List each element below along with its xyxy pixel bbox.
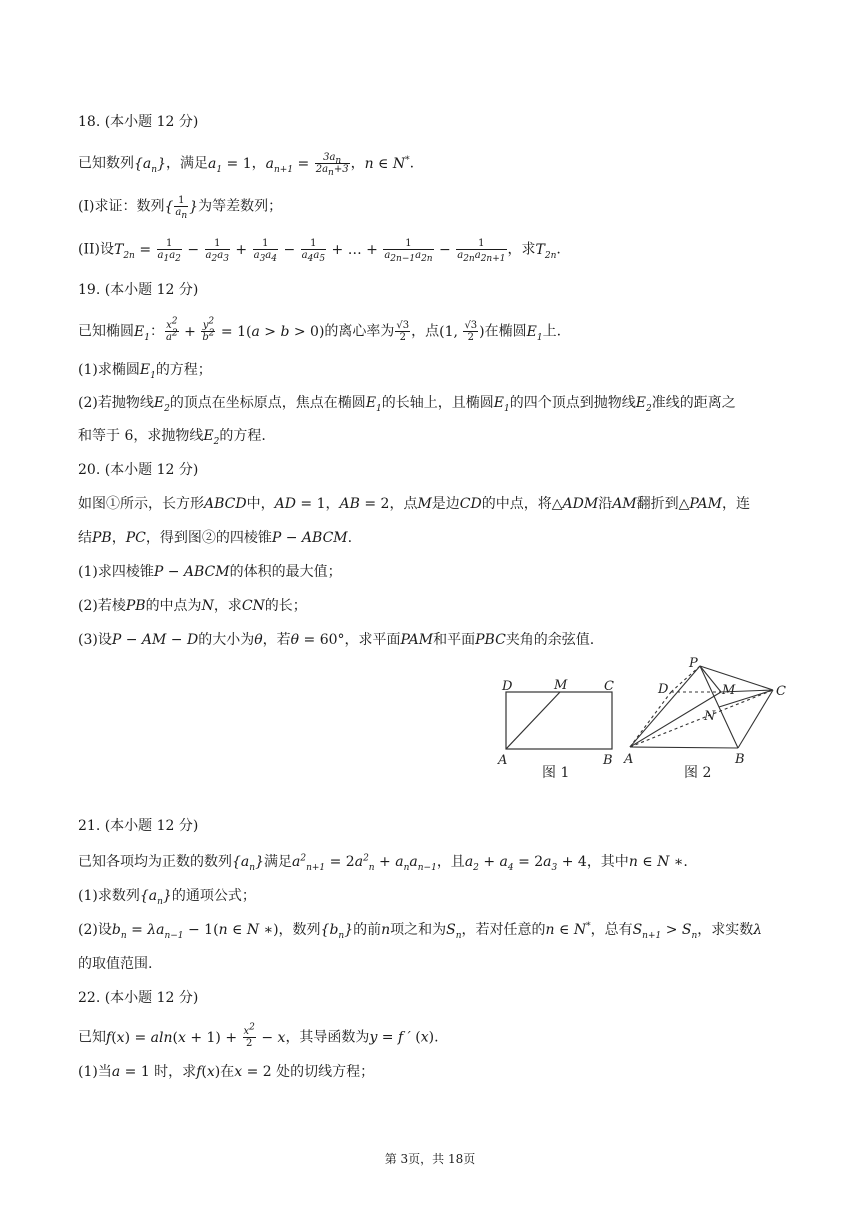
fig2-label-b: B [735, 752, 745, 767]
fig2-label-c: C [776, 684, 786, 699]
segment-am [506, 692, 560, 749]
q20-part1: (1)求四棱锥P − ABCM的体积的最大值； [78, 564, 342, 580]
fig2-label-n: N [704, 709, 716, 724]
q20-stem-line1: 如图①所示，长方形ABCD中，AD = 1，AB = 2，点M是边CD的中点，将△ADM沿AM翻折到△PAM，连 [78, 496, 751, 512]
q18-part2: (II)设$T_{2n}$ = $\frac{1}{a_1a_2}$ − $\frac{1}{a_2a_3}$ + $\frac{1}{a_3a_4}$ − $\frac{1}{a_4a_5}$ + … + $\frac{1}{a_{2n-1}a_{2n}}$ − $\frac{1}{a_{2n}a_{2n+1}}$ ，求$T_{2n}$. [78, 238, 561, 264]
q18-stem: 已知数列$\{a_n\}$，满足$a_1 = 1$，$a_{n+1}$ = $\frac{3a_n}{2a_n+3}$ ，n ∈ N*. [78, 152, 415, 178]
rectangle-abcd [506, 692, 612, 749]
fig2-label-d: D [658, 682, 669, 697]
figure-2 [623, 656, 786, 781]
fig1-caption: 图 1 [542, 765, 570, 781]
q22-part1: (1)当a = 1 时，求f(x)在x = 2 处的切线方程； [78, 1064, 375, 1080]
edge-bc [738, 690, 773, 748]
q21-part2-line1: (2)设$b_n = \lambda a_{n-1} - 1(n$ ∈ N ∗)，数列$\{b_n\}$的前n项之和为$S_n$，若对任意的n ∈ N*，总有$S_{n+1} > S_n$，求实数λ [78, 921, 763, 941]
q21-part1: (1)求数列$\{a_n\}$的通项公式； [78, 888, 256, 907]
edge-ab [630, 747, 738, 748]
fig2-label-a: A [624, 752, 634, 767]
edge-pa [630, 666, 700, 747]
q18-header: 18. (本小题 12 分) [78, 114, 199, 130]
fig2-caption: 图 2 [684, 765, 712, 781]
fig1-label-a: A [498, 753, 508, 768]
q20-part3: (3)设P − AM − D的大小为θ，若θ = 60°，求平面PAM和平面PBC夹角的余弦值. [78, 632, 595, 648]
q20-header: 20. (本小题 12 分) [78, 462, 199, 478]
q20-part2: (2)若棱PB的中点为N，求CN的长； [78, 598, 307, 614]
page-footer: 第 3页，共 18页 [384, 1152, 476, 1166]
q22-stem: 已知f(x) = aln(x + 1) + $\frac{x^2}{2}$ − x，其导函数为y = f ′ (x). [78, 1022, 439, 1049]
fig1-label-c: C [604, 679, 614, 694]
q20-figures [490, 650, 800, 790]
fig2-label-m: M [722, 683, 736, 698]
q19-part2-line1: (2)若抛物线$E_2$的顶点在坐标原点，焦点在椭圆$E_1$的长轴上，且椭圆$E_1$的四个顶点到抛物线$E_2$准线的距离之 [78, 395, 736, 414]
edge-ad-hidden [630, 692, 671, 747]
q21-stem: 已知各项均为正数的数列$\{a_n\}$满足$a^2_{n+1} = 2a^2_n + a_na_{n-1}$，且$a_2 + a_4 = 2a_3 + 4$，其中n ∈ N ∗. [78, 853, 688, 873]
q19-header: 19. (本小题 12 分) [78, 282, 199, 298]
q19-stem: 已知椭圆$E_1$： $\frac{x^2}{a^2}$ + $\frac{y^2}{b^2}$ = 1(a > b > 0)的离心率为 $\frac{√3}{2}$ ，点(1, $\frac{√3}{2}$ )在椭圆$E_1$上. [78, 316, 562, 343]
q19-part2-line2: 和等于 6，求抛物线$E_2$的方程. [78, 428, 266, 447]
q21-part2-line2: 的取值范围. [78, 956, 153, 972]
fig1-label-b: B [603, 753, 613, 768]
fig2-label-p: P [689, 656, 698, 671]
fig1-label-d: D [502, 679, 513, 694]
q22-header: 22. (本小题 12 分) [78, 990, 199, 1006]
q19-part1: (1)求椭圆$E_1$的方程； [78, 362, 212, 381]
q18-part1: (I)求证：数列{ $\frac{1}{a_n}$ }为等差数列； [78, 195, 283, 221]
q21-header: 21. (本小题 12 分) [78, 818, 199, 834]
edge-pc [700, 666, 773, 690]
q20-stem-line2: 结PB，PC，得到图②的四棱锥P − ABCM. [78, 530, 353, 546]
figure-1 [497, 678, 614, 781]
edge-ac-hidden [630, 690, 773, 747]
fig1-label-m: M [554, 678, 568, 693]
